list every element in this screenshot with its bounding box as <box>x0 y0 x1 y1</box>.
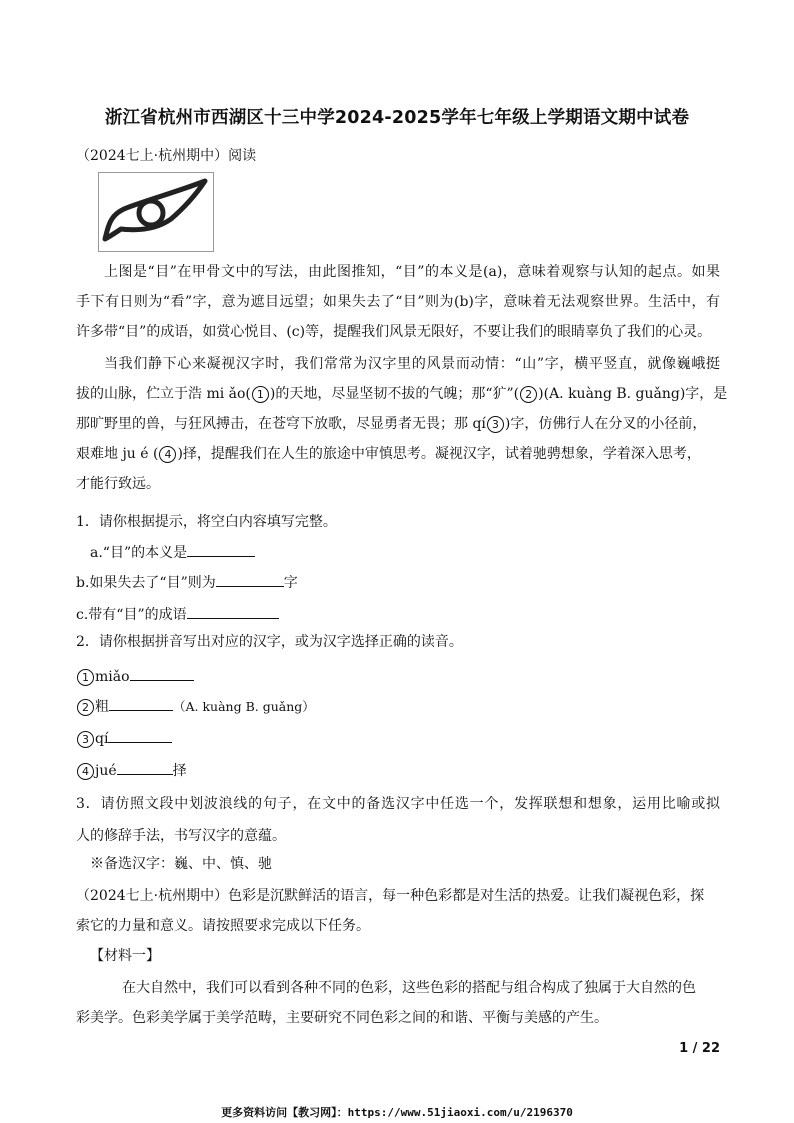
question-1-stem: 1．请你根据提示，将空白内容填写完整。 <box>76 514 337 530</box>
section-header: （2024七上·杭州期中）阅读 <box>76 148 257 164</box>
circled-number: 2 <box>520 386 537 403</box>
q2-pinyin: jué <box>95 763 117 779</box>
page-title: 浙江省杭州市西湖区十三中学2024-2025学年七年级上学期语文期中试卷 <box>104 108 690 128</box>
circled-number: 3 <box>487 416 504 433</box>
passage-line: 当我们静下心来凝视汉字时，我们常常为汉字里的风景而动情：“山”字，横平竖直，就像巍峨挺 <box>104 356 720 372</box>
material-label: 【材料一】 <box>90 948 160 964</box>
q2-item-3 <box>76 728 172 749</box>
q2-char: 粗 <box>95 699 109 715</box>
q3-candidate-chars: ※备选汉字：巍、中、慎、驰 <box>90 856 272 872</box>
passage-line: 才能行致远。 <box>76 476 160 492</box>
circled-number: 4 <box>77 763 94 780</box>
q1-c-label: c.带有“目”的成语 <box>76 607 187 623</box>
q2-item-2 <box>76 696 315 717</box>
answer-blank[interactable] <box>109 696 173 711</box>
passage-line <box>76 414 706 434</box>
passage-text: )择，提醒我们在人生的旅途中审慎思考。凝视汉字，试着驰骋想象，学着深入思考， <box>177 446 701 462</box>
circled-number: 1 <box>77 669 94 686</box>
material-text: 彩美学。色彩美学属于美学范畴，主要研究不同色彩之间的和谐、平衡与美感的产生。 <box>76 1010 608 1026</box>
answer-blank[interactable] <box>130 666 194 681</box>
q2-suffix: 择 <box>172 763 187 779</box>
passage-line <box>76 384 727 404</box>
question-3-stem: 3．请仿照文段中划波浪线的句子，在文中的备选汉字中任选一个，发挥联想和想象，运用比喻或拟 <box>76 796 720 812</box>
q2-pinyin: qí <box>95 731 109 747</box>
question-2-stem: 2．请你根据拼音写出对应的汉字，或为汉字选择正确的读音。 <box>76 634 463 650</box>
q2-options: （A. kuàng B. guǎng） <box>173 699 315 714</box>
q1-item-c <box>76 604 279 625</box>
q1-item-a <box>90 542 255 563</box>
q1-b-label: b.如果失去了“目”则为 <box>76 575 216 591</box>
passage-text: 拔的山脉，伫立于浩 mi ǎo( <box>76 386 251 402</box>
passage-text: )的天地，尽显坚韧不拔的气魄；那“犷”( <box>269 386 520 402</box>
q2-item-4 <box>76 760 187 781</box>
q1-a-label: a.“目”的本义是 <box>90 545 188 561</box>
material-text: 在大自然中，我们可以看到各种不同的色彩，这些色彩的搭配与组合构成了独属于大自然的色 <box>122 980 696 996</box>
circled-number: 3 <box>77 731 94 748</box>
passage-line <box>76 444 701 464</box>
answer-blank[interactable] <box>108 728 172 743</box>
passage-text: )字，仿佛行人在分叉的小径前， <box>504 416 707 432</box>
q2-pinyin: miǎo <box>95 669 130 685</box>
passage-text: )(A. kuàng B. guǎng)字，是 <box>538 386 728 402</box>
answer-blank[interactable] <box>187 604 279 619</box>
section2-intro: （2024七上·杭州期中）色彩是沉默鲜活的语言，每一种色彩都是对生活的热爱。让我们凝视色彩，探 <box>76 888 705 904</box>
section2-intro-cont: 索它的力量和意义。请按照要求完成以下任务。 <box>76 918 370 934</box>
question-3-stem-cont: 人的修辞手法，书写汉字的意蕴。 <box>76 828 286 844</box>
passage-line: 上图是“目”在甲骨文中的写法，由此图推知，“目”的本义是(a)，意味着观察与认知的起点。如果 <box>104 264 720 280</box>
passage-line: 手下有日则为“看”字，意为遮目远望；如果失去了“目”则为(b)字，意味着无法观察世界。生活中，有 <box>76 294 720 310</box>
answer-blank[interactable] <box>117 760 173 775</box>
q2-item-1 <box>76 666 194 687</box>
passage-text: 那旷野里的兽，与狂风搏击，在苍穹下放歌，尽显勇者无畏；那 qí <box>76 416 486 432</box>
passage-line: 许多带“目”的成语，如赏心悦目、(c)等，提醒我们风景无限好，不要让我们的眼睛辜负了我们的心灵。 <box>76 324 712 340</box>
passage-text: 艰难地 ju é ( <box>76 446 159 462</box>
q1-item-b <box>76 572 298 593</box>
oracle-bone-image <box>98 172 214 252</box>
answer-blank[interactable] <box>216 572 284 587</box>
q1-b-suffix: 字 <box>283 575 298 591</box>
answer-blank[interactable] <box>187 542 255 557</box>
circled-number: 1 <box>252 386 269 403</box>
page-number: 1 / 22 <box>679 1041 720 1056</box>
circled-number: 4 <box>159 446 176 463</box>
circled-number: 2 <box>77 699 94 716</box>
footer-link[interactable]: 更多资料访问【教习网】：https://www.51jiaoxi.com/u/2196370 <box>221 1106 573 1119</box>
